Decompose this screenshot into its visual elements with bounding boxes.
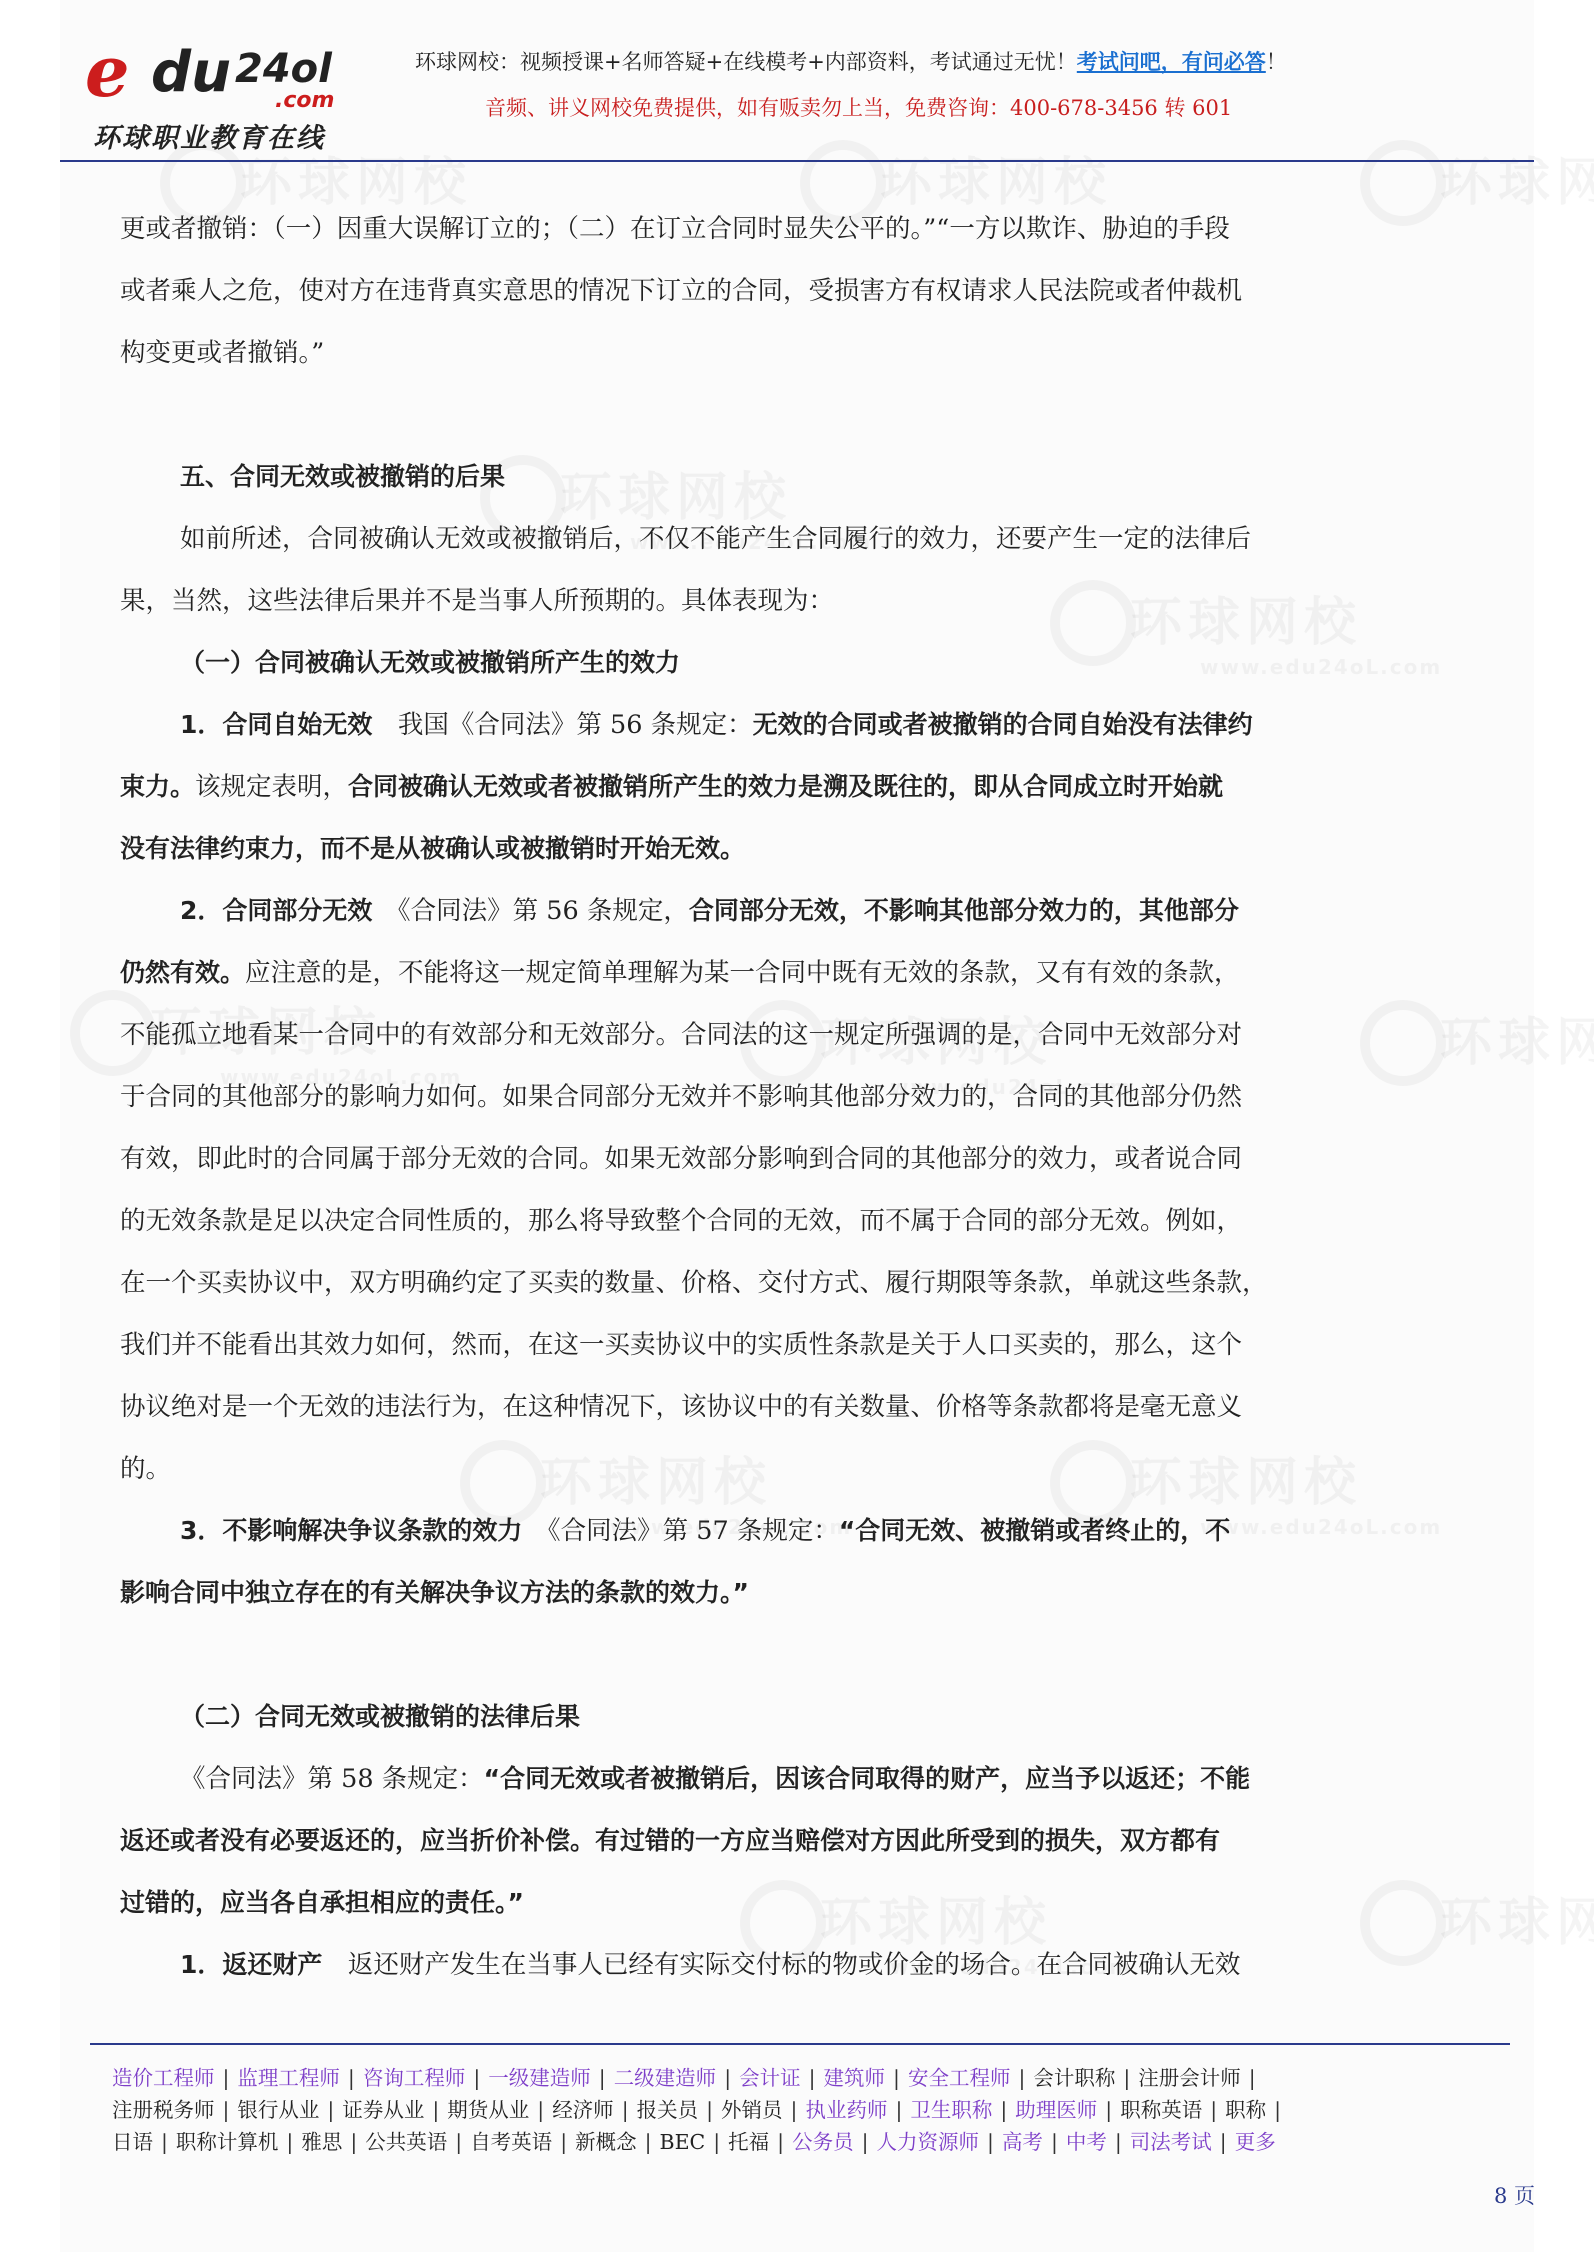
paragraph-line: 如前所述，合同被确认无效或被撤销后，不仅不能产生合同履行的效力，还要产生一定的法律后 (180, 524, 1252, 554)
footer-link[interactable]: 二级建造师 (613, 2066, 717, 2090)
footer-link[interactable]: 安全工程师 (907, 2066, 1011, 2090)
item-1: 1．合同自始无效 我国《合同法》第 56 条规定：无效的合同或者被撤销的合同自始没有法律约 (180, 710, 1253, 740)
footer-separator: | (537, 2098, 545, 2122)
footer-link[interactable]: 造价工程师 (112, 2066, 215, 2090)
footer-link[interactable]: 会计证 (739, 2066, 801, 2090)
header-promo: 环球网校：视频授课+名师答疑+在线模考+内部资料，考试通过无忧！考试问吧，有问必答！ (415, 49, 1287, 74)
paragraph-line: 果，当然，这些法律后果并不是当事人所预期的。具体表现为： (120, 586, 835, 616)
page-header (85, 20, 1535, 160)
footer-link[interactable]: 银行从业 (237, 2098, 320, 2122)
footer-link[interactable]: 职称计算机 (175, 2130, 279, 2154)
paragraph-line: 于合同的其他部分的影响力如何。如果合同部分无效并不影响其他部分效力的，合同的其他部分仍然 (120, 1082, 1243, 1112)
footer-separator: | (222, 2098, 230, 2122)
subsection-heading: （二）合同无效或被撤销的法律后果 (180, 1702, 581, 1731)
paragraph-line: 影响合同中独立存在的有关解决争议方法的条款的效力。” (120, 1578, 749, 1607)
footer-link[interactable]: 托福 (728, 2130, 770, 2154)
footer-link[interactable]: 职称英语 (1120, 2098, 1203, 2122)
footer-separator: | (1219, 2130, 1227, 2154)
paragraph-line: 返还或者没有必要返还的，应当折价补偿。有过错的一方应当赔偿对方因此所受到的损失，双方都有 (120, 1826, 1221, 1855)
footer-separator: | (327, 2098, 335, 2122)
footer-separator: | (350, 2130, 358, 2154)
footer-link[interactable]: 期货从业 (447, 2098, 530, 2122)
logo-num: 24ol (235, 46, 332, 92)
footer-link[interactable]: 助理医师 (1015, 2098, 1098, 2122)
footer-separator: | (560, 2130, 568, 2154)
footer-link[interactable]: 新概念 (575, 2130, 637, 2154)
footer-separator: | (706, 2098, 714, 2122)
footer-separator: | (1050, 2130, 1058, 2154)
footer-link[interactable]: 外销员 (721, 2098, 783, 2122)
paragraph-line: 更或者撤销：（一）因重大误解订立的；（二）在订立合同时显失公平的。”“一方以欺诈、胁迫的手段 (120, 214, 1230, 244)
logo-tagline: 环球职业教育在线 (93, 123, 325, 154)
footer-separator: | (1105, 2098, 1113, 2122)
footer-link[interactable]: 注册税务师 (112, 2098, 215, 2122)
footer-separator: | (644, 2130, 652, 2154)
footer-link[interactable]: 报关员 (636, 2098, 699, 2122)
footer-link[interactable]: 自考英语 (470, 2130, 553, 2154)
paragraph-line: 的无效条款是足以决定合同性质的，那么将导致整个合同的无效，而不属于合同的部分无效。例如， (120, 1206, 1243, 1236)
footer-separator: | (790, 2098, 798, 2122)
footer-separator: | (1114, 2130, 1122, 2154)
footer-row-1 (112, 2062, 1512, 2094)
header-rule (60, 160, 1534, 162)
footer-separator: | (987, 2130, 994, 2154)
header-contact: 音频、讲义网校免费提供，如有贩卖勿上当，免费咨询：400-678-3456 转 601 (485, 96, 1233, 120)
footer-link[interactable]: 更多 (1234, 2130, 1276, 2154)
section-heading: 五、合同无效或被撤销的后果 (180, 462, 506, 491)
footer-separator: | (347, 2066, 355, 2090)
footer-link[interactable]: 证券从业 (342, 2098, 425, 2122)
ask-link[interactable]: 考试问吧，有问必答 (1076, 49, 1266, 74)
paragraph-line: 束力。该规定表明，合同被确认无效或者被撤销所产生的效力是溯及既往的，即从合同成立时开始就 (120, 772, 1224, 802)
footer-separator: | (161, 2130, 168, 2154)
paragraph-line: 协议绝对是一个无效的违法行为，在这种情况下，该协议中的有关数量、价格等条款都将是毫无意义 (120, 1392, 1243, 1422)
footer-separator: | (1274, 2098, 1282, 2122)
document-body (120, 198, 1410, 1996)
item-2: 2．合同部分无效 《合同法》第 56 条规定，合同部分无效，不影响其他部分效力的，其他部分 (180, 896, 1239, 926)
footer-link[interactable]: 咨询工程师 (362, 2066, 466, 2090)
paragraph-line: 过错的，应当各自承担相应的责任。” (120, 1888, 524, 1917)
paragraph-line: 《合同法》第 58 条规定：“合同无效或者被撤销后，因该合同取得的财产，应当予以返还；不能 (180, 1764, 1251, 1794)
footer-separator: | (222, 2066, 230, 2090)
footer-separator: | (1123, 2066, 1131, 2090)
subsection-heading: （一）合同被确认无效或被撤销所产生的效力 (180, 648, 681, 677)
footer-link[interactable]: 监理工程师 (237, 2066, 340, 2090)
footer-separator: | (455, 2130, 463, 2154)
logo-du: du (151, 40, 231, 105)
paragraph-line: 没有法律约束力，而不是从被确认或被撤销时开始无效。 (120, 834, 746, 863)
paragraph-line: 不能孤立地看某一合同中的有效部分和无效部分。合同法的这一规定所强调的是，合同中无效部分对 (120, 1020, 1243, 1050)
footer-link[interactable]: 执业药师 (805, 2098, 888, 2122)
footer-link[interactable]: 司法考试 (1129, 2130, 1212, 2154)
footer-link[interactable]: 中考 (1065, 2130, 1107, 2154)
footer-link[interactable]: 公务员 (792, 2130, 854, 2154)
footer-link[interactable]: 人力资源师 (876, 2130, 980, 2154)
footer-separator: | (1018, 2066, 1026, 2090)
footer-row-2 (112, 2094, 1512, 2126)
paragraph-line: 仍然有效。应注意的是，不能将这一规定简单理解为某一合同中既有无效的条款，又有有效的条款， (120, 958, 1240, 988)
footer-separator: | (724, 2066, 732, 2090)
footer-link[interactable]: 卫生职称 (910, 2098, 993, 2122)
paragraph-line: 有效，即此时的合同属于部分无效的合同。如果无效部分影响到合同的其他部分的效力，或者说合同 (120, 1144, 1243, 1174)
footer-link[interactable]: 职称 (1225, 2098, 1267, 2122)
footer-separator: | (286, 2130, 294, 2154)
footer-separator: | (808, 2066, 816, 2090)
footer-separator: | (1000, 2098, 1008, 2122)
footer-link[interactable]: 会计职称 (1033, 2066, 1116, 2090)
footer-separator: | (777, 2130, 785, 2154)
footer-link[interactable]: 注册会计师 (1138, 2066, 1241, 2090)
footer-separator: | (861, 2130, 869, 2154)
logo-e: e (85, 30, 130, 113)
footer-link[interactable]: 一级建造师 (488, 2066, 591, 2090)
footer-separator: | (432, 2098, 440, 2122)
footer-row-3 (112, 2126, 1512, 2158)
footer-separator: | (621, 2098, 629, 2122)
footer-separator: | (713, 2130, 721, 2154)
footer-separator: | (473, 2066, 481, 2090)
paragraph-line: 构变更或者撤销。” (120, 338, 325, 368)
logo-com: .com (275, 88, 335, 113)
paragraph-line: 在一个买卖协议中，双方明确约定了买卖的数量、价格、交付方式、履行期限等条款，单就这些条款， (120, 1268, 1268, 1298)
footer-link[interactable]: 经济师 (552, 2098, 614, 2122)
edu24ol-logo[interactable] (85, 32, 345, 152)
footer-separator: | (598, 2066, 606, 2090)
paragraph-line: 我们并不能看出其效力如何，然而，在这一买卖协议中的实质性条款是关于人口买卖的，那么，这个 (120, 1330, 1243, 1360)
item-3: 3．不影响解决争议条款的效力 《合同法》第 57 条规定：“合同无效、被撤销或者终止的，不 (180, 1516, 1231, 1546)
footer-separator: | (895, 2098, 903, 2122)
item-4: 1．返还财产 返还财产发生在当事人已经有实际交付标的物或价金的场合。在合同被确认无效 (180, 1950, 1241, 1980)
footer-separator: | (893, 2066, 900, 2090)
footer-link[interactable]: 高考 (1001, 2130, 1043, 2154)
paragraph-line: 的。 (120, 1454, 172, 1484)
footer-rule (90, 2043, 1510, 2045)
footer-links (112, 2062, 1512, 2158)
footer-link[interactable]: 建筑师 (823, 2066, 886, 2090)
footer-link[interactable]: BEC (659, 2130, 706, 2154)
paragraph-line: 或者乘人之危，使对方在违背真实意思的情况下订立的合同，受损害方有权请求人民法院或者仲裁机 (120, 276, 1243, 306)
footer-link[interactable]: 雅思 (301, 2130, 343, 2154)
footer-separator: | (1210, 2098, 1218, 2122)
footer-link[interactable]: 公共英语 (365, 2130, 448, 2154)
footer-separator: | (1248, 2066, 1256, 2090)
footer-link[interactable]: 日语 (112, 2130, 153, 2154)
page-number: 8 页 (1494, 2184, 1536, 2208)
